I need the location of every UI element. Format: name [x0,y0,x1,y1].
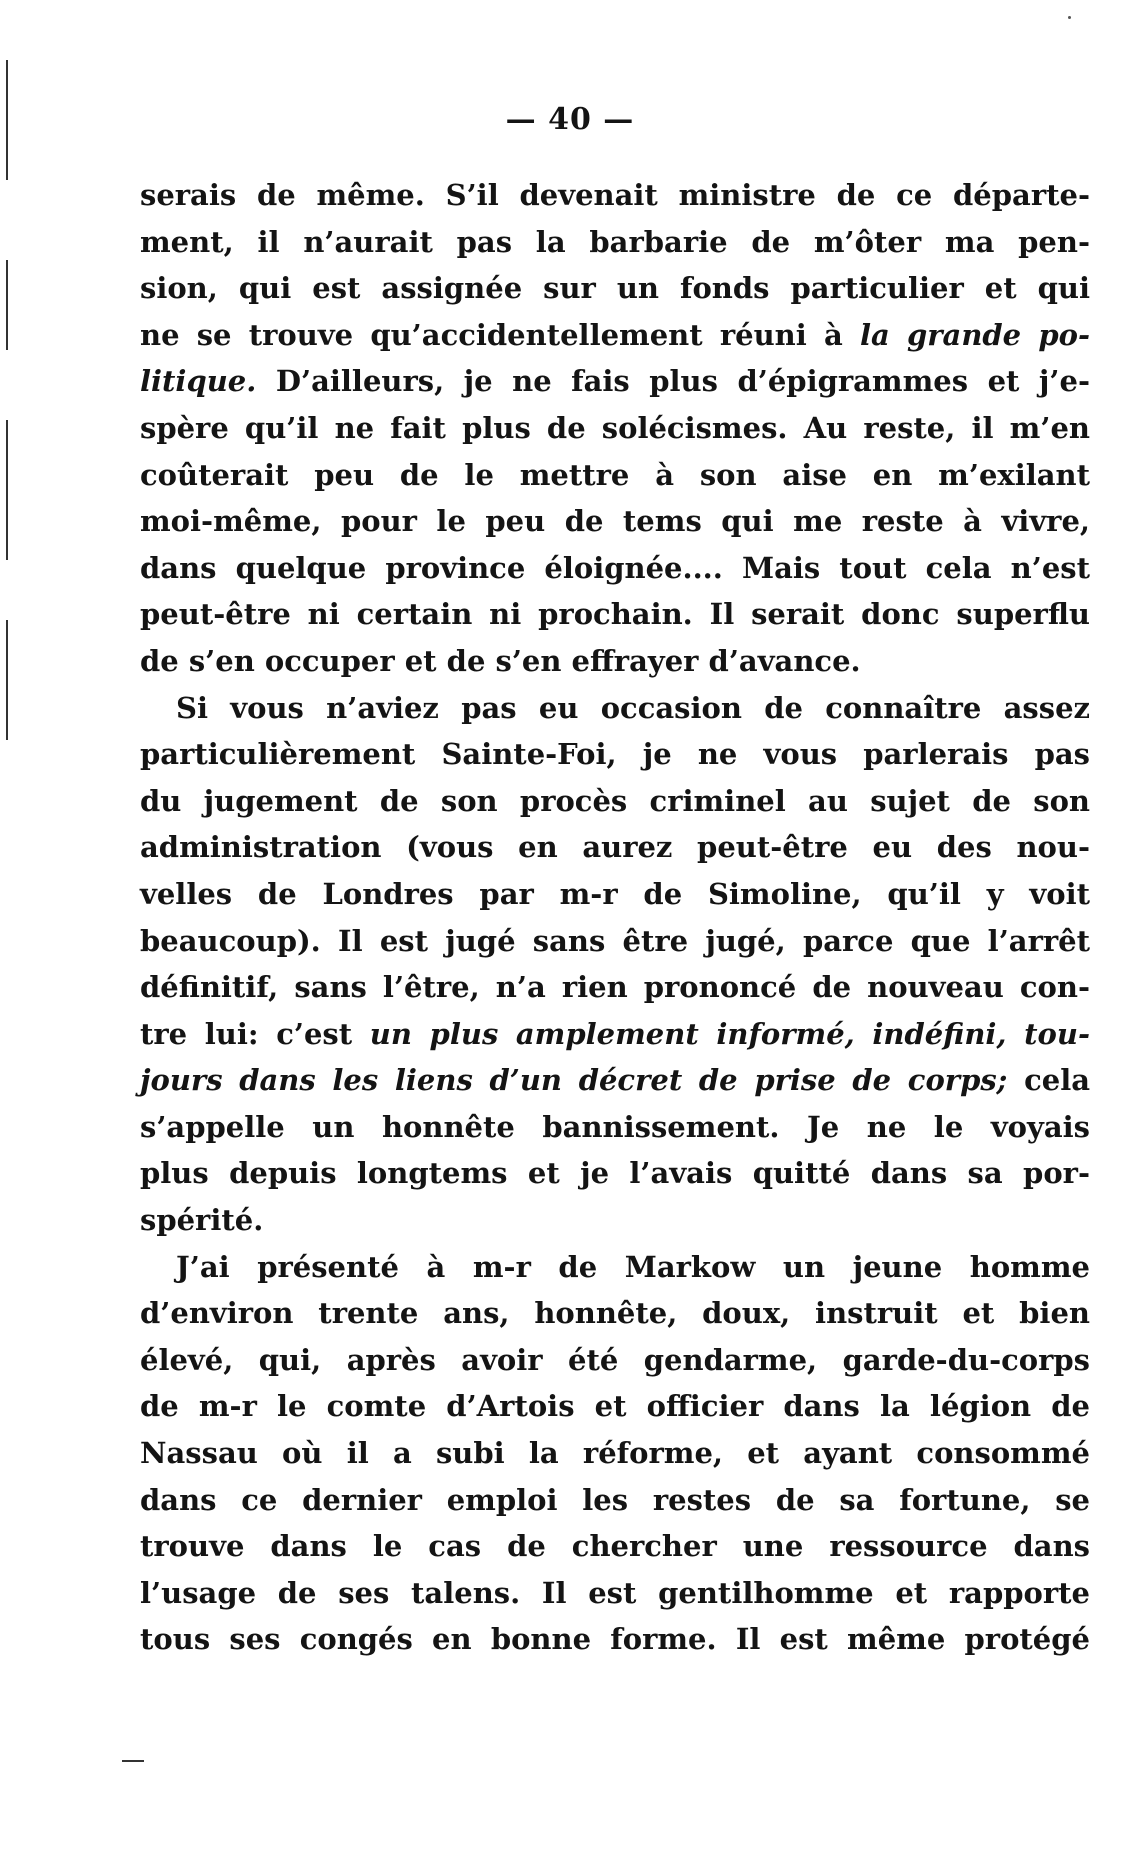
text-line [140,1011,1090,1058]
text-segment: de m-r le comte d’Artois et officier dans la légion de [140,1389,1090,1424]
text-segment: élevé, qui, après avoir été gendarme, garde-du-corps [140,1342,1090,1377]
text-segment: spère qu’il ne fait plus de solécismes. Au reste, il m’en [140,410,1090,445]
text-line [140,405,1090,452]
text-line [140,1104,1090,1151]
text-line [140,1197,1090,1244]
text-line [140,498,1090,545]
scan-speck [1068,16,1071,19]
text-segment: de s’en occuper et de s’en effrayer d’avance. [140,643,861,678]
text-line [140,545,1090,592]
text-line [140,1477,1090,1524]
text-segment: Si vous n’aviez pas eu occasion de connaître assez [176,690,1090,725]
text-segment: spérité. [140,1203,264,1238]
text-line [140,871,1090,918]
text-segment: dans ce dernier emploi les restes de sa fortune, se [140,1482,1090,1517]
text-segment: cela [1007,1063,1090,1098]
text-segment: Nassau où il a subi la réforme, et ayant consommé [140,1436,1090,1471]
text-line [140,1383,1090,1430]
text-line [140,1057,1090,1104]
text-segment: ment, il n’aurait pas la barbarie de m’ôter ma pen- [140,224,1090,259]
text-line [140,1616,1090,1663]
text-line [140,1337,1090,1384]
text-segment: tous ses congés en bonne forme. Il est même protégé [140,1622,1090,1657]
footer-rule [122,1760,144,1762]
text-line [140,685,1090,732]
text-segment: sion, qui est assignée sur un fonds particulier et qui [140,271,1090,306]
page-number: — 40 — [505,102,635,137]
text-line [140,358,1090,405]
binding-edge-marks [0,60,14,800]
text-line [140,778,1090,825]
text-segment: l’usage de ses talens. Il est gentilhomme et rapporte [140,1575,1090,1610]
text-segment: tre lui: c’est [140,1016,370,1051]
text-line [140,1150,1090,1197]
text-segment: définitif, sans l’être, n’a rien prononcé de nouveau con- [140,970,1090,1005]
text-segment: particulièrement Sainte-Foi, je ne vous parlerais pas [140,737,1090,772]
body-text [140,172,1090,1663]
italic-segment: litique. [140,364,257,399]
text-segment: trouve dans le cas de chercher une ressource dans [140,1529,1090,1564]
text-line [140,219,1090,266]
text-line [140,1523,1090,1570]
text-segment: d’environ trente ans, honnête, doux, instruit et bien [140,1296,1090,1331]
text-segment: administration (vous en aurez peut-être eu des nou- [140,830,1090,865]
text-segment: plus depuis longtems et je l’avais quitté dans sa por- [140,1156,1090,1191]
text-line [140,1290,1090,1337]
text-line [140,452,1090,499]
text-line [140,172,1090,219]
italic-segment: un plus amplement informé, indéfini, tou- [369,1016,1091,1051]
italic-segment: jours dans les liens d’un décret de prise de corps; [140,1063,1008,1098]
text-line [140,918,1090,965]
text-line [140,964,1090,1011]
text-line [140,824,1090,871]
text-line [140,1570,1090,1617]
text-segment: beaucoup). Il est jugé sans être jugé, parce que l’arrêt [140,923,1090,958]
text-segment: coûterait peu de le mettre à son aise en m’exilant [140,457,1090,492]
text-segment: du jugement de son procès criminel au sujet de son [140,783,1090,818]
text-segment: peut-être ni certain ni prochain. Il serait donc superflu [140,597,1090,632]
italic-segment: la grande po- [859,317,1090,352]
text-line [140,731,1090,778]
text-segment: serais de même. S’il devenait ministre de ce départe- [140,178,1090,212]
text-line [140,1244,1090,1291]
text-segment: s’appelle un honnête bannissement. Je ne le voyais [140,1109,1090,1144]
text-segment: dans quelque province éloignée.... Mais tout cela n’est [140,550,1090,585]
text-line [140,1430,1090,1477]
text-segment: J’ai présenté à m-r de Markow un jeune homme [176,1249,1090,1284]
text-segment: D’ailleurs, je ne fais plus d’épigrammes et j’e- [256,364,1090,399]
text-line [140,312,1090,359]
text-line [140,265,1090,312]
text-line [140,591,1090,638]
text-line [140,638,1090,685]
text-segment: ne se trouve qu’accidentellement réuni à [140,317,860,352]
text-segment: velles de Londres par m-r de Simoline, qu’il y voit [140,876,1090,911]
text-segment: moi-même, pour le peu de tems qui me reste à vivre, [140,504,1090,539]
